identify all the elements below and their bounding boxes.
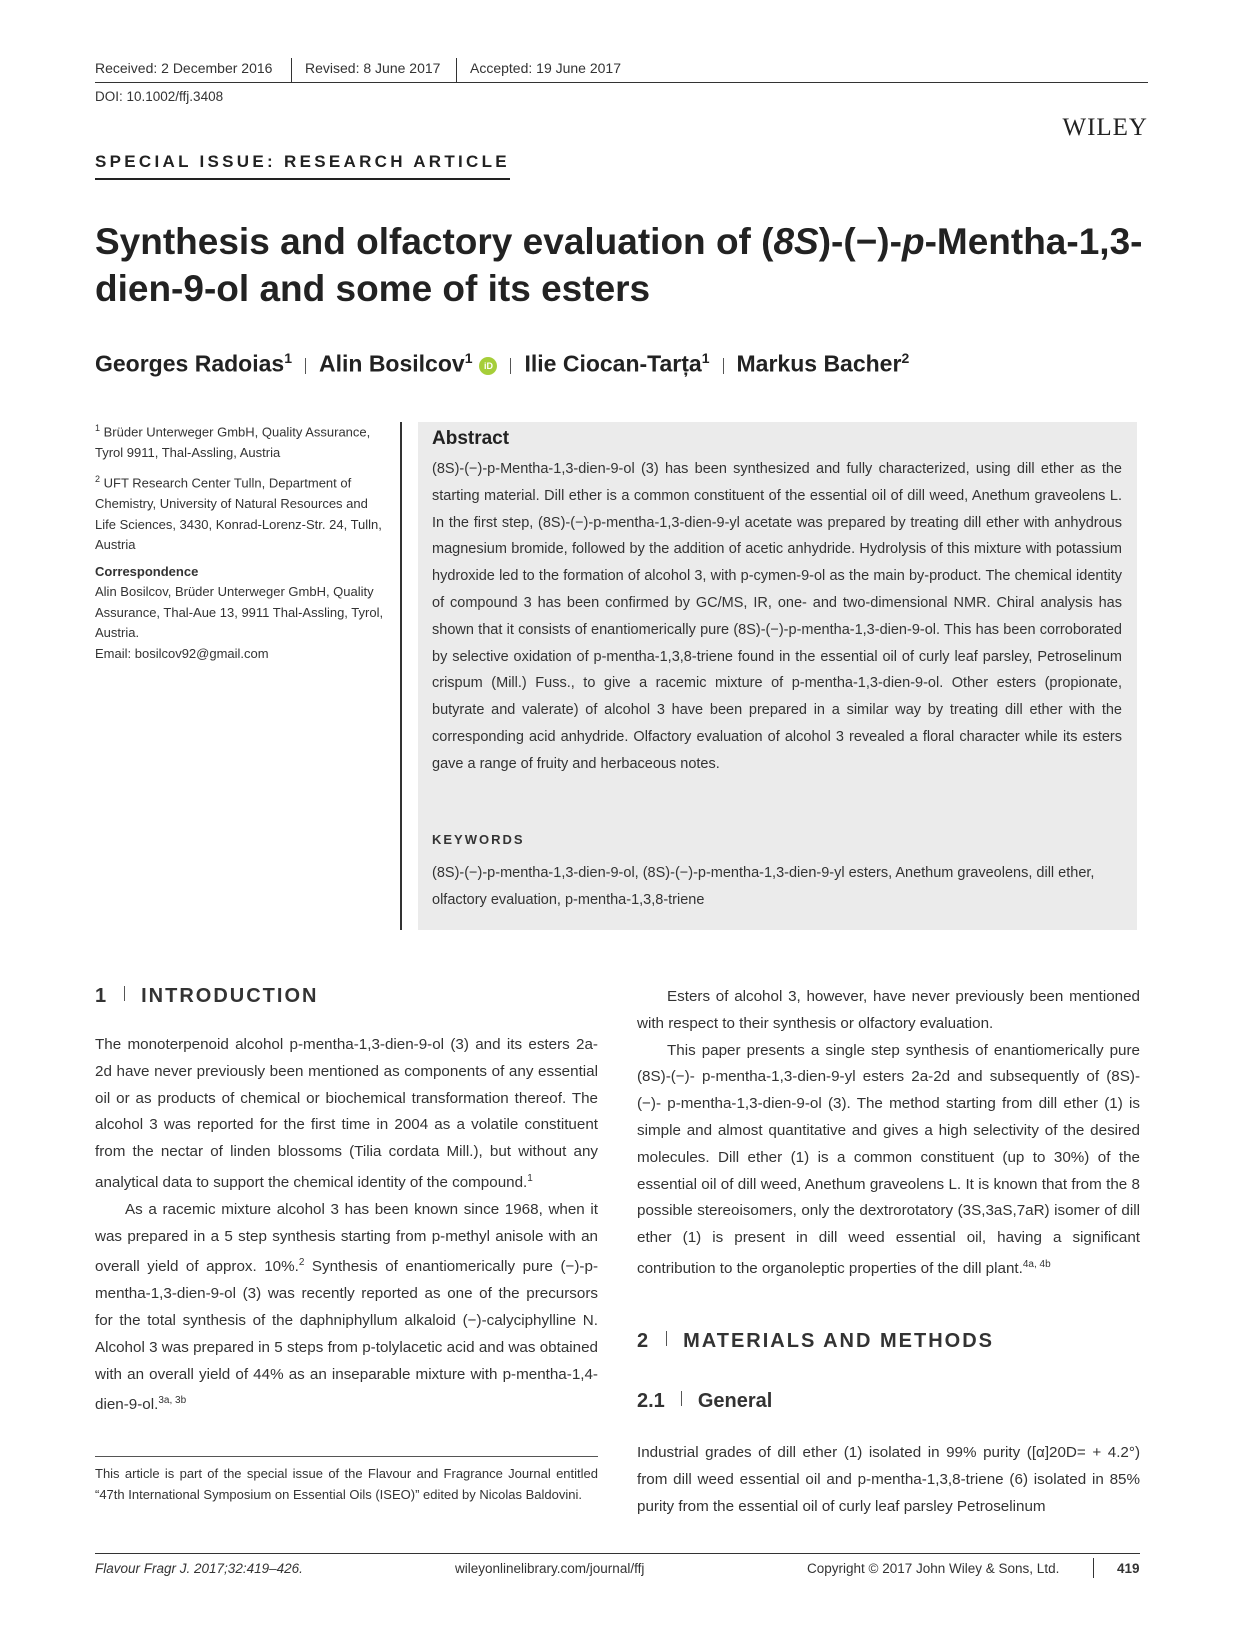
abstract-text: (8S)-(−)-p-Mentha-1,3-dien-9-ol (3) has been synthesized and fully characterized, using dill ether as the starting material. Dill ether is a common constituent of the essential oil of dill weed, Anethum graveolens L. In the first step, (8S)-(−)-p-mentha-1,3-dien-9-yl acetate was prepared by treating dill ether with anhydrous magnesium bromide, followed by the addition of acetic anhydride. Hydrolysis of this mixture with potassium hydroxide led to the formation of alcohol 3, with p-cymen-9-ol as the main by-product. The chemical identity of compound 3 has been confirmed by GC/MS, IR, one- and two-dimensional NMR. Chiral analysis has shown that it consists of enantiomerically pure (8S)-(−)-p-mentha-1,3-dien-9-ol. This has been corroborated by selective oxidation of p-mentha-1,3,8-triene found in the essential oil of curly leaf parsley, Petroselinum crispum (Mill.) Fuss., to give a racemic mixture of p-mentha-1,3-dien-9-ol. Other esters (propionate, butyrate and valerate) of alcohol 3 have been prepared in a similar way by treating dill ether with the corresponding acid anhydride. Olfactory evaluation of alcohol 3 revealed a floral character while its esters gave a range of fruity and herbaceous notes. bbox=[432, 461, 1122, 772]
section-label: SPECIAL ISSUE: RESEARCH ARTICLE bbox=[95, 152, 510, 180]
intro-paragraph-1: The monoterpenoid alcohol p-mentha-1,3-dien-9-ol (3) and its esters 2a-2d have never previously been mentioned as components of any essential oil or as products of chemical or biochemical transformation thereof. The alcohol 3 was reported for the first time in 2004 as a volatile constituent from the nectar of linden blossoms (Tilia cordata Mill.), but without any analytical data to support the chemical identity of the compound.$^1$ bbox=[95, 1036, 598, 1192]
page-footer bbox=[95, 1558, 1140, 1582]
revised-date: Revised: 8 June 2017 bbox=[305, 60, 441, 76]
author-name[interactable]: Georges Radoias bbox=[95, 350, 285, 377]
affiliations bbox=[95, 418, 385, 664]
intro-column bbox=[95, 1032, 598, 1419]
copyright: Copyright © 2017 John Wiley & Sons, Ltd. bbox=[807, 1561, 1060, 1576]
right-column bbox=[637, 984, 1140, 1283]
abstract-divider bbox=[400, 422, 402, 930]
orcid-icon[interactable]: iD bbox=[479, 357, 497, 375]
footer-separator bbox=[1093, 1558, 1094, 1578]
date-separator bbox=[456, 58, 457, 82]
section-heading-introduction: 1 INTRODUCTION bbox=[95, 985, 319, 1007]
page-number: 419 bbox=[1117, 1561, 1140, 1576]
keywords-text: (8S)-(−)-p-mentha-1,3-dien-9-ol, (8S)-(−)-p-mentha-1,3-dien-9-yl esters, Anethum graveolens, dill ether, olfactory evaluation, p-mentha-1,3,8-triene bbox=[432, 865, 1095, 908]
author-separator bbox=[305, 358, 306, 374]
paragraph-esters: Esters of alcohol 3, however, have never previously been mentioned with respect to their synthesis or olfactory evaluation. bbox=[637, 988, 1140, 1032]
author-separator bbox=[723, 358, 724, 374]
author-name[interactable]: Alin Bosilcov bbox=[318, 350, 465, 377]
journal-citation: Flavour Fragr J. 2017;32:419–426. bbox=[95, 1561, 303, 1576]
article-title: Synthesis and olfactory evaluation of (8S)-(−)-p-Mentha-1,3-dien-9-ol and some of its esters bbox=[95, 221, 1143, 309]
author-name[interactable]: Markus Bacher bbox=[736, 350, 902, 377]
abstract-heading: Abstract bbox=[432, 428, 510, 449]
author-list: Georges Radoias$^1$ Alin Bosilcov$^1$ iD Ilie Ciocan-Tarța$^1$ Markus Bacher$^2$ bbox=[95, 350, 910, 377]
journal-url[interactable]: wileyonlinelibrary.com/journal/ffj bbox=[455, 1561, 645, 1576]
author-separator bbox=[510, 358, 511, 374]
section-heading-materials: 2 MATERIALS AND METHODS bbox=[637, 1330, 995, 1352]
footer-divider bbox=[95, 1553, 1140, 1554]
paragraph-general: Industrial grades of dill ether (1) isolated in 99% purity ([α]20D= + 4.2°) from dill weed essential oil and p-mentha-1,3,8-triene (6) isolated in 85% purity from the essential oil of curly leaf parsley Petroselinum bbox=[637, 1444, 1140, 1515]
correspondence-email[interactable]: Email: bosilcov92@gmail.com bbox=[95, 645, 269, 661]
affiliation: $^2$ UFT Research Center Tulln, Department of Chemistry, University of Natural Resources and Life Sciences, 3430, Konrad-Lorenz-Str. 24, Tulln, Austria bbox=[95, 474, 382, 553]
intro-paragraph-2: As a racemic mixture alcohol 3 has been known since 1968, when it was prepared in a 5 step synthesis starting from p-methyl anisole with an overall yield of approx. 10%.$^2$ Synthesis of enantiomerically pure (−)-p-mentha-1,3-dien-9-ol (3) was recently reported as one of the precursors for the total synthesis of the daphniphyllum alkaloid (−)-calyciphylline N. Alcohol 3 was prepared in 5 steps from p-tolylacetic acid and was obtained with an overall yield of 44% as an inseparable mixture with p-mentha-1,4-dien-9-ol.$^{3a, 3b}$ bbox=[95, 1200, 598, 1414]
accepted-date: Accepted: 19 June 2017 bbox=[470, 60, 622, 76]
doi[interactable]: DOI: 10.1002/ffj.3408 bbox=[95, 89, 224, 104]
article-dates bbox=[95, 58, 1148, 83]
date-separator bbox=[291, 58, 292, 82]
author-name[interactable]: Ilie Ciocan-Tarța bbox=[524, 350, 702, 377]
correspondence-text: Alin Bosilcov, Brüder Unterweger GmbH, Quality Assurance, Thal-Aue 13, 9911 Thal-Assling, Tyrol, Austria. bbox=[95, 584, 384, 641]
correspondence-title: Correspondence bbox=[95, 563, 199, 579]
abstract-box bbox=[418, 422, 1137, 930]
affiliation: $^1$ Brüder Unterweger GmbH, Quality Assurance, Tyrol 9911, Thal-Assling, Austria bbox=[95, 423, 371, 460]
paragraph-synthesis: This paper presents a single step synthesis of enantiomerically pure (8S)-(−)- p-mentha-1,3-dien-9-yl esters 2a-2d and subsequently of (8S)-(−)- p-mentha-1,3-dien-9-ol (3). The method starting from dill ether (1) is simple and almost quantitative and gives a high selectivity of the desired molecules. Dill ether (1) is a common constituent (up to 30%) of the essential oil of dill weed, Anethum graveolens L. It is known that from the 8 possible stereoisomers, only the dextrorotatory (3S,3aS,7aR) isomer of dill ether (1) is present in dill weed essential oil, having a significant contribution to the organoleptic properties of the dill plant.$^{4a, 4b}$ bbox=[637, 1041, 1140, 1278]
subsection-heading-general: 2.1 General bbox=[637, 1390, 773, 1412]
keywords-heading: KEYWORDS bbox=[432, 832, 525, 847]
publisher-logo: WILEY bbox=[1062, 114, 1148, 141]
received-date: Received: 2 December 2016 bbox=[95, 60, 273, 76]
special-issue-footnote: This article is part of the special issue of the Flavour and Fragrance Journal entitled “47th International Symposium on Essential Oils (ISEO)” edited by Nicolas Baldovini. bbox=[95, 1466, 598, 1502]
footnote-divider bbox=[95, 1456, 598, 1457]
